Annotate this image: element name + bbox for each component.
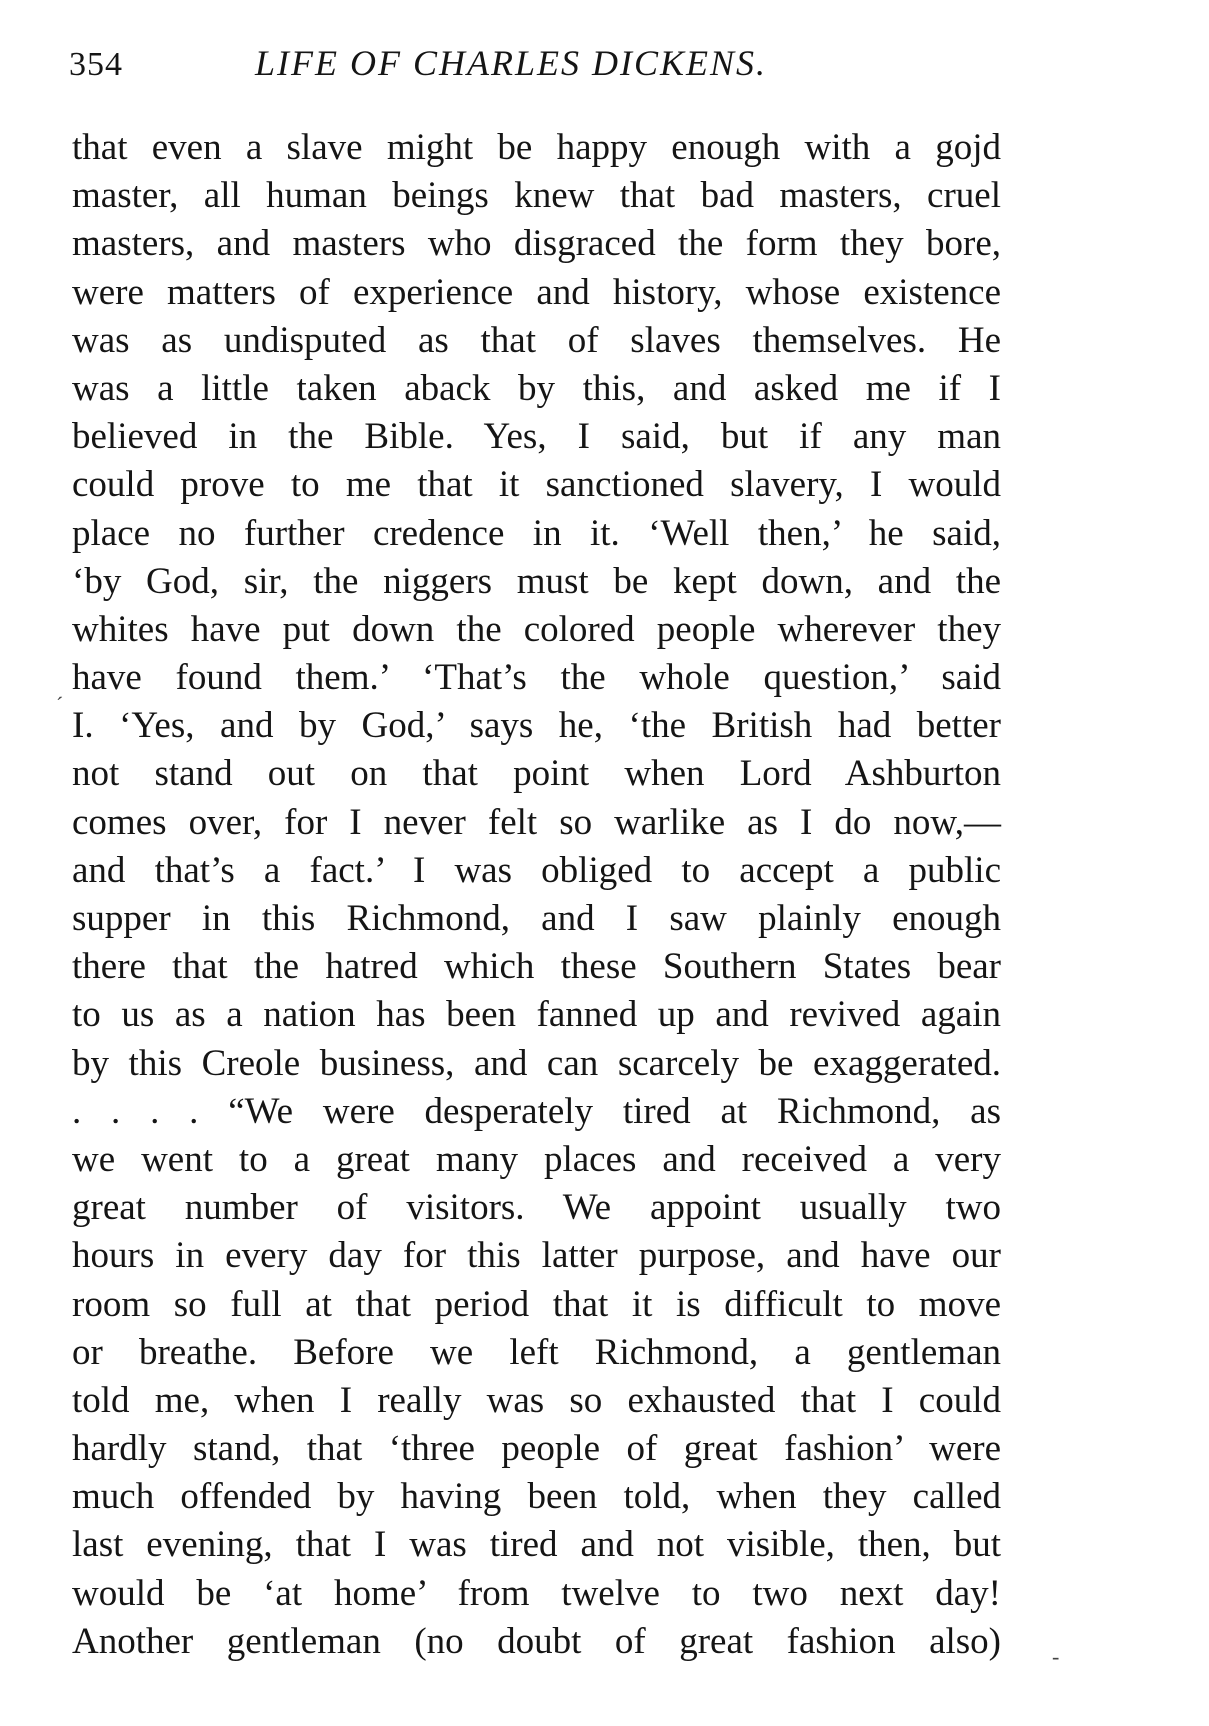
running-head — [0, 42, 1209, 92]
text-line: place no further credence in it. ‘Well then,’ he said, — [72, 512, 1001, 554]
text-line: I. ‘Yes, and by God,’ says he, ‘the British had better — [72, 705, 1001, 747]
text-line: was as undisputed as that of slaves themselves. He — [72, 319, 1001, 361]
running-title: LIFE OF CHARLES DICKENS. — [255, 43, 767, 83]
text-line: much offended by having been told, when they called — [72, 1476, 1001, 1518]
text-line: room so full at that period that it is difficult to move — [72, 1283, 1001, 1325]
text-line: hours in every day for this latter purpose, and have our — [72, 1235, 1001, 1277]
text-line: believed in the Bible. Yes, I said, but if any man — [72, 416, 1001, 458]
text-line: ‘by God, sir, the niggers must be kept down, and the — [72, 560, 1001, 602]
text-line: comes over, for I never felt so warlike as I do now,— — [72, 801, 1001, 843]
text-line: would be ‘at home’ from twelve to two next day! — [72, 1572, 1001, 1614]
body-text — [72, 124, 1001, 1666]
text-line: have found them.’ ‘That’s the whole question,’ said — [72, 657, 1001, 699]
text-line: . . . . “We were desperately tired at Richmond, as — [72, 1090, 1001, 1132]
text-line: last evening, that I was tired and not visible, then, but — [72, 1524, 1001, 1566]
text-line: by this Creole business, and can scarcely be exaggerated. — [72, 1042, 1001, 1084]
text-line: to us as a nation has been fanned up and revived again — [72, 994, 1001, 1036]
text-line: we went to a great many places and received a very — [72, 1138, 1001, 1180]
text-line: master, all human beings knew that bad masters, cruel — [72, 175, 1001, 217]
text-line: told me, when I really was so exhausted that I could — [72, 1379, 1001, 1421]
margin-dash-mark: - — [1052, 1644, 1060, 1669]
text-line: hardly stand, that ‘three people of great fashion’ were — [72, 1428, 1001, 1470]
text-line: not stand out on that point when Lord Ashburton — [72, 753, 1001, 795]
text-line: whites have put down the colored people wherever they — [72, 608, 1001, 650]
text-line: were matters of experience and history, whose existence — [72, 271, 1001, 313]
text-line: there that the hatred which these Southern States bear — [72, 946, 1001, 988]
text-line: Another gentleman (no doubt of great fashion also) — [72, 1620, 1001, 1662]
text-line: and that’s a fact.’ I was obliged to accept a public — [72, 849, 1001, 891]
text-line: could prove to me that it sanctioned slavery, I would — [72, 464, 1001, 506]
text-line: was a little taken aback by this, and asked me if I — [72, 367, 1001, 409]
margin-tick-mark: ´ — [56, 692, 64, 717]
text-line: that even a slave might be happy enough with a gojd — [72, 127, 1001, 168]
page-number: 354 — [69, 46, 123, 83]
text-line: great number of visitors. We appoint usually two — [72, 1187, 1001, 1229]
text-line: or breathe. Before we left Richmond, a gentleman — [72, 1331, 1001, 1373]
text-line: supper in this Richmond, and I saw plainly enough — [72, 898, 1001, 939]
text-line: masters, and masters who disgraced the form they bore, — [72, 223, 1001, 265]
